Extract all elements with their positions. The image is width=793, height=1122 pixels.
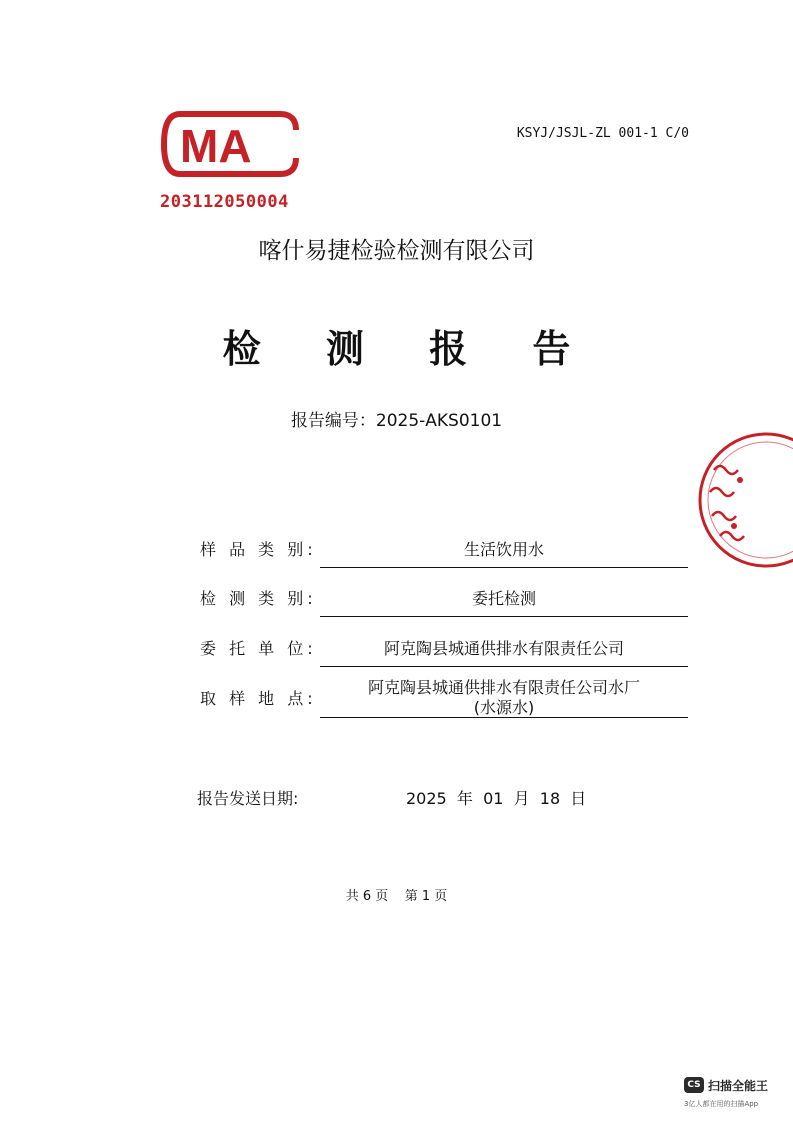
company-name: 喀什易捷检验检测有限公司	[258, 238, 535, 264]
test-category-value: 委托检测	[471, 589, 536, 608]
sample-category-label: 样 品 类 别:	[200, 540, 317, 559]
cma-logo-text: MA	[180, 120, 252, 172]
sampling-location-label: 取 样 地 点:	[200, 689, 317, 708]
scanner-tagline: 3亿人都在用的扫描App	[684, 1100, 759, 1108]
send-date-value: 2025 年 01 月 18 日	[406, 789, 587, 808]
report-title: 检 测 报 告	[222, 326, 597, 371]
test-category-underline	[320, 616, 688, 617]
scanner-app-icon: CS	[684, 1077, 704, 1093]
send-date-label: 报告发送日期:	[197, 789, 299, 808]
client-unit-value: 阿克陶县城通供排水有限责任公司	[383, 639, 624, 658]
test-category-label: 检 测 类 别:	[200, 589, 317, 608]
report-number-label: 报告编号：	[290, 411, 376, 431]
client-unit-label: 委 托 单 位:	[200, 639, 317, 658]
scanner-app-name: 扫描全能王	[708, 1079, 769, 1093]
page-info: 共 6 页 第 1 页	[345, 889, 448, 904]
sample-category-underline	[320, 567, 688, 568]
sampling-location-value: 阿克陶县城通供排水有限责任公司水厂	[367, 678, 640, 697]
cma-logo	[160, 108, 300, 180]
report-number-value: 2025-AKS0101	[375, 411, 503, 431]
sample-category-value: 生活饮用水	[463, 540, 544, 559]
scanner-watermark	[684, 1075, 784, 1115]
sampling-location-underline	[320, 717, 688, 718]
company-seal	[694, 430, 793, 570]
client-unit-underline	[320, 666, 688, 667]
document-code: KSYJ/JSJL-ZL 001-1 C/0	[516, 126, 689, 141]
sampling-location-value-line2: (水源水)	[473, 698, 535, 717]
cma-cert-number: 203112050004	[160, 192, 289, 212]
report-number-row	[0, 406, 793, 431]
